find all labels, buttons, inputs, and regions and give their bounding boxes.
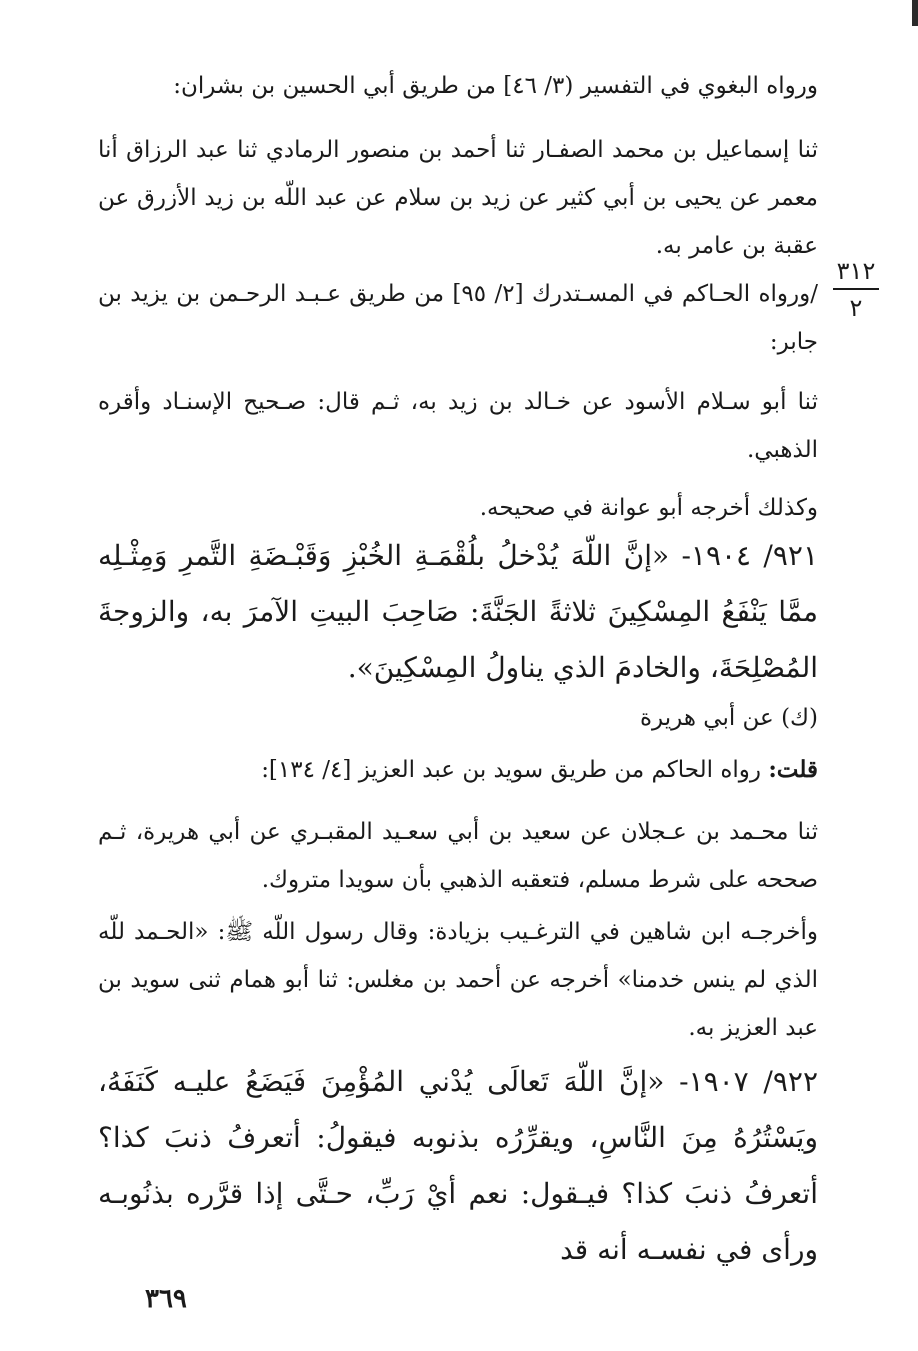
paragraph-isnad-1: ثنا إسماعيل بن محمد الصفـار ثنا أحمد بن منصور الرمادي ثنا عبد الرزاق أنا معمر عن يحيى بن أبي كثير عن زيد بن سلام عن عبد اللّه بن زيد الأزرق عن عقبة بن عامر به. bbox=[98, 137, 818, 259]
paragraph-isnad-3: ثنا محـمد بن عـجلان عن سعيد بن أبي سعـيد المقبـري عن أبي هريرة، ثـم صححه على شرط مسلم، فتعقبه الذهبي بأن سويدا متروك. bbox=[98, 819, 818, 893]
hadith-921: ٩٢١/ ١٩٠٤- «إنَّ اللّهَ يُدْخلُ بلُقْمَـةِ الخُبْزِ وَقَبْـضَةِ التَّمرِ وَمِثْـلِه ممَّا يَنْفَعُ المِسْكِينَ ثلاثةً الجَنَّةَ: صَاحِبَ البيتِ الآمرَ به، والزوجةَ المُصْلِحَةَ، والخادمَ الذي يناولُ المِسْكِينَ». bbox=[98, 539, 818, 684]
qultu-label: قلت: bbox=[768, 756, 818, 783]
page-edge-mark bbox=[912, 0, 918, 26]
paragraph-abu-awana: وكذلك أخرجه أبو عوانة في صحيحه. bbox=[479, 495, 818, 521]
paragraph-hakim-1: /ورواه الحـاكم في المسـتدرك [٢/ ٩٥] من طريق عـبـد الرحـمن بن يزيد بن جابر: bbox=[98, 281, 819, 355]
margin-volume-note bbox=[828, 256, 884, 322]
hadith-922: ٩٢٢/ ١٩٠٧- «إنَّ اللّهَ تَعالَى يُدْني المُؤْمِنَ فَيَضَعُ عليـه كَنَفَهُ، ويَسْتُرُهُ مِنَ النَّاسِ، ويقرِّرُه بذنوبه فيقولُ: أتعرفُ ذنبَ كذا؟ أتعرفُ ذنبَ كذا؟ فيـقول: نعم أيْ رَبِّ، حـتَّى إذا قرَّره بذنُوبـه ورأى في نفسـه أنه قد bbox=[98, 1065, 818, 1266]
hadith-source: (ك) عن أبي هريرة bbox=[640, 705, 818, 731]
margin-divider bbox=[833, 288, 879, 290]
paragraph-qultu bbox=[98, 746, 818, 794]
paragraph-ibn-shahin: وأخرجـه ابن شاهين في الترغـيب بزيادة: وقال رسول اللّه ﷺ: «الحـمد للّه الذي لم ينس خدمنا» أخرجه عن أحمد بن مغلس: ثنا أبو همام ثنى سويد بن عبد العزيز به. bbox=[98, 919, 818, 1041]
margin-volume-ref: ٢ bbox=[849, 294, 863, 322]
qultu-text: رواه الحاكم من طريق سويد بن عبد العزيز [٤/ ١٣٤]: bbox=[261, 757, 769, 783]
page-number: ٣٦٩ bbox=[145, 1284, 187, 1314]
margin-page-ref: ٣١٢ bbox=[836, 257, 876, 285]
paragraph-isnad-2: ثنا أبو سـلام الأسود عن خـالد بن زيد به، ثـم قال: صـحيح الإسنـاد وأقره الذهبي. bbox=[98, 389, 818, 463]
paragraph-baghawi: ورواه البغوي في التفسير (٣/ ٤٦] من طريق أبي الحسين بن بشران: bbox=[173, 73, 818, 99]
